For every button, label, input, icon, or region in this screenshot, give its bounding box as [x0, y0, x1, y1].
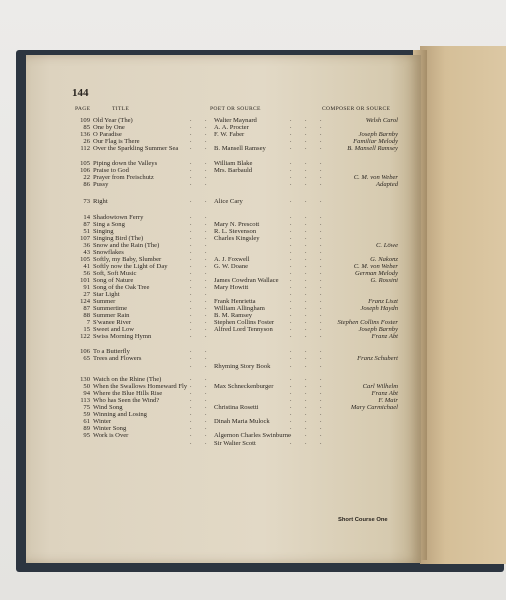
- row-poet: B. M. Ramsey: [214, 312, 253, 319]
- row-title: Work is Over: [93, 432, 129, 439]
- leader-dots: . . .: [290, 376, 328, 382]
- leader-dots: . .: [190, 270, 213, 276]
- footer-label: Short Course One: [338, 517, 388, 523]
- row-page: 51: [83, 228, 90, 235]
- row-poet: William Allingham: [214, 305, 265, 312]
- row-composer: Joseph Barnby: [358, 326, 398, 333]
- leader-dots: . . .: [290, 326, 328, 332]
- row-poet: Mary N. Prescott: [214, 221, 260, 228]
- row-title: Summer: [93, 298, 116, 305]
- leader-dots: . .: [190, 174, 213, 180]
- leader-dots: . . .: [290, 355, 328, 361]
- leader-dots: . . .: [290, 124, 328, 130]
- leader-dots: . . .: [290, 432, 328, 438]
- row-page: 106: [80, 167, 90, 174]
- row-title: Softly now the Light of Day: [93, 263, 168, 270]
- row-title: Soft, Soft Music: [93, 270, 137, 277]
- table-row: [0, 181, 398, 189]
- row-title: Watch on the Rhine (The): [93, 376, 162, 383]
- row-page: 91: [83, 284, 90, 291]
- row-poet: R. L. Stevenson: [214, 228, 257, 235]
- row-page: 61: [83, 418, 90, 425]
- row-poet: William Blake: [214, 160, 253, 167]
- leader-dots: . .: [190, 256, 213, 262]
- leader-dots: . . .: [290, 363, 328, 369]
- row-title: Prayer from Freischutz: [93, 174, 154, 181]
- leader-dots: . . .: [290, 397, 328, 403]
- row-composer: Welsh Carol: [365, 117, 398, 124]
- leader-dots: . .: [190, 418, 213, 424]
- row-title: Right: [93, 198, 108, 205]
- row-page: 112: [80, 145, 90, 152]
- row-composer: B. Mansell Ramsey: [347, 145, 398, 152]
- row-poet: Stephen Collins Foster: [214, 319, 275, 326]
- leader-dots: . . .: [290, 333, 328, 339]
- header-composer: COMPOSER OR SOURCE: [322, 106, 391, 112]
- leader-dots: . .: [190, 214, 213, 220]
- table-row: [0, 198, 398, 206]
- row-page: 124: [80, 298, 90, 305]
- row-composer: Franz Abt: [371, 333, 398, 340]
- row-page: 7: [86, 319, 90, 326]
- leader-dots: . .: [190, 319, 213, 325]
- leader-dots: . . .: [290, 277, 328, 283]
- leader-dots: . .: [190, 117, 213, 123]
- leader-dots: . .: [190, 249, 213, 255]
- row-poet: Mrs. Barbauld: [214, 167, 253, 174]
- leader-dots: . . .: [290, 181, 328, 187]
- leader-dots: . .: [190, 263, 213, 269]
- leader-dots: . .: [190, 181, 213, 187]
- leader-dots: . .: [190, 298, 213, 304]
- leader-dots: . . .: [290, 418, 328, 424]
- row-title: Who has Seen the Wind?: [93, 397, 160, 404]
- row-page: 59: [83, 411, 90, 418]
- table-row: [0, 432, 398, 440]
- row-poet: Charles Kingsley: [214, 235, 260, 242]
- row-poet: A. A. Procter: [214, 124, 249, 131]
- leader-dots: . .: [190, 305, 213, 311]
- row-composer: C. Löwe: [376, 242, 398, 249]
- right-page: [420, 46, 506, 564]
- row-title: Sing a Song: [93, 221, 125, 228]
- leader-dots: . . .: [290, 228, 328, 234]
- leader-dots: . . .: [290, 167, 328, 173]
- leader-dots: . .: [190, 160, 213, 166]
- leader-dots: . .: [190, 235, 213, 241]
- leader-dots: . . .: [290, 319, 328, 325]
- row-page: 75: [83, 404, 90, 411]
- row-composer: Joseph Barnby: [358, 131, 398, 138]
- row-poet: Mary Howitt: [214, 284, 249, 291]
- leader-dots: . . .: [290, 160, 328, 166]
- row-poet: Sir Walter Scott: [214, 440, 256, 447]
- row-title: Trees and Flowers: [93, 355, 142, 362]
- leader-dots: . .: [190, 363, 213, 369]
- row-title: Snow and the Rain (The): [93, 242, 160, 249]
- row-page: 136: [80, 131, 90, 138]
- leader-dots: . .: [190, 277, 213, 283]
- row-page: 94: [83, 390, 90, 397]
- row-title: Praise to God: [93, 167, 129, 174]
- row-title: Summer Rain: [93, 312, 130, 319]
- leader-dots: . . .: [290, 235, 328, 241]
- row-composer: G. Nakonz: [370, 256, 398, 263]
- row-page: 109: [80, 117, 90, 124]
- row-page: 85: [83, 124, 90, 131]
- leader-dots: . .: [190, 145, 213, 151]
- row-title: Singing Bird (The): [93, 235, 144, 242]
- row-poet: James Cowdran Wallace: [214, 277, 279, 284]
- leader-dots: . .: [190, 432, 213, 438]
- row-composer: G. Rossini: [370, 277, 398, 284]
- leader-dots: . . .: [290, 425, 328, 431]
- row-page: 56: [83, 270, 90, 277]
- table-row: [0, 355, 398, 363]
- leader-dots: . . .: [290, 256, 328, 262]
- leader-dots: . .: [190, 284, 213, 290]
- row-composer: Joseph Haydn: [360, 305, 398, 312]
- table-row: [0, 363, 398, 371]
- row-composer: Stephen Collins Foster: [337, 319, 398, 326]
- row-page: 130: [80, 376, 90, 383]
- row-page: 73: [83, 198, 90, 205]
- leader-dots: . . .: [290, 270, 328, 276]
- leader-dots: . .: [190, 228, 213, 234]
- row-page: 27: [83, 291, 90, 298]
- leader-dots: . . .: [290, 131, 328, 137]
- row-page: 122: [80, 333, 90, 340]
- row-poet: Alice Cary: [214, 198, 243, 205]
- row-page: 65: [83, 355, 90, 362]
- row-page: 113: [80, 397, 90, 404]
- leader-dots: . .: [190, 333, 213, 339]
- row-page: 43: [83, 249, 90, 256]
- table-row: [0, 145, 398, 153]
- row-poet: Walter Maynard: [214, 117, 257, 124]
- row-title: Song of Nature: [93, 277, 134, 284]
- leader-dots: . .: [190, 355, 213, 361]
- leader-dots: . .: [190, 167, 213, 173]
- row-title: To a Butterfly: [93, 348, 130, 355]
- row-poet: Rhyming Story Book: [214, 363, 271, 370]
- row-composer: Carl Wilhelm: [362, 383, 398, 390]
- row-poet: Alfred Lord Tennyson: [214, 326, 273, 333]
- row-composer: German Melody: [354, 270, 398, 277]
- row-title: Winter: [93, 418, 112, 425]
- leader-dots: . .: [190, 124, 213, 130]
- leader-dots: . . .: [290, 145, 328, 151]
- row-page: 36: [83, 242, 90, 249]
- leader-dots: . . .: [290, 284, 328, 290]
- row-title: Star Light: [93, 291, 120, 298]
- leader-dots: . .: [190, 404, 213, 410]
- leader-dots: . . .: [290, 214, 328, 220]
- leader-dots: . .: [190, 242, 213, 248]
- row-page: 105: [80, 160, 90, 167]
- row-page: 15: [83, 326, 90, 333]
- leader-dots: . .: [190, 198, 213, 204]
- row-poet: A. J. Foxwell: [214, 256, 250, 263]
- leader-dots: . . .: [290, 411, 328, 417]
- row-composer: F. Mair: [378, 397, 398, 404]
- leader-dots: . .: [190, 376, 213, 382]
- row-title: Pussy: [93, 181, 109, 188]
- row-title: Piping down the Valleys: [93, 160, 158, 167]
- row-page: 86: [83, 181, 90, 188]
- row-composer: Mary Carmichael: [350, 404, 398, 411]
- header-page: PAGE: [75, 106, 91, 112]
- leader-dots: . .: [190, 221, 213, 227]
- row-composer: Franz Abt: [371, 390, 398, 397]
- leader-dots: . . .: [290, 312, 328, 318]
- table-row: [0, 333, 398, 341]
- leader-dots: . . .: [290, 383, 328, 389]
- leader-dots: . . .: [290, 249, 328, 255]
- row-title: Shadowtown Ferry: [93, 214, 144, 221]
- header-poet: POET OR SOURCE: [210, 106, 261, 112]
- row-poet: Christina Rosetti: [214, 404, 259, 411]
- row-poet: Frank Henrietta: [214, 298, 256, 305]
- leader-dots: . . .: [290, 263, 328, 269]
- table-row: [0, 440, 398, 448]
- row-page: 106: [80, 348, 90, 355]
- row-page: 87: [83, 221, 90, 228]
- leader-dots: . . .: [290, 404, 328, 410]
- leader-dots: . .: [190, 348, 213, 354]
- leader-dots: . . .: [290, 117, 328, 123]
- row-title: Singing: [93, 228, 114, 235]
- row-title: Swiss Morning Hymn: [93, 333, 152, 340]
- row-page: 41: [83, 263, 90, 270]
- row-page: 22: [83, 174, 90, 181]
- leader-dots: . . .: [290, 440, 328, 446]
- row-poet: F. W. Faber: [214, 131, 245, 138]
- leader-dots: . . .: [290, 305, 328, 311]
- leader-dots: . . .: [290, 390, 328, 396]
- row-poet: Dinah Maria Mulock: [214, 418, 270, 425]
- leader-dots: . . .: [290, 348, 328, 354]
- leader-dots: . .: [190, 312, 213, 318]
- leader-dots: . . .: [290, 138, 328, 144]
- leader-dots: . .: [190, 390, 213, 396]
- row-composer: C. M. von Weber: [353, 263, 398, 270]
- row-title: Where the Blue Hills Rise: [93, 390, 163, 397]
- row-composer: Franz Schubert: [357, 355, 398, 362]
- row-title: Over the Sparkling Summer Sea: [93, 145, 179, 152]
- row-page: 87: [83, 305, 90, 312]
- row-page: 88: [83, 312, 90, 319]
- leader-dots: . .: [190, 383, 213, 389]
- row-title: Our Flag is There: [93, 138, 140, 145]
- row-page: 105: [80, 256, 90, 263]
- leader-dots: . .: [190, 138, 213, 144]
- leader-dots: . .: [190, 397, 213, 403]
- row-composer: Adapted: [376, 181, 398, 188]
- leader-dots: . .: [190, 411, 213, 417]
- row-composer: Familiar Melody: [353, 138, 398, 145]
- row-page: 14: [83, 214, 90, 221]
- leader-dots: . . .: [290, 221, 328, 227]
- row-title: Snowflakes: [93, 249, 124, 256]
- row-composer: C. M. von Weber: [353, 174, 398, 181]
- row-poet: G. W. Doane: [214, 263, 249, 270]
- row-title: Winning and Losing: [93, 411, 147, 418]
- leader-dots: . . .: [290, 298, 328, 304]
- row-title: Sweet and Low: [93, 326, 135, 333]
- row-title: When the Swallows Homeward Fly: [93, 383, 188, 390]
- row-title: Old Year (The): [93, 117, 133, 124]
- row-page: 107: [80, 235, 90, 242]
- row-poet: Max Schneckenburger: [214, 383, 274, 390]
- row-poet: Algernon Charles Swinburne: [214, 432, 291, 439]
- header-title: TITLE: [112, 106, 130, 112]
- leader-dots: . .: [190, 326, 213, 332]
- row-title: Wind Song: [93, 404, 123, 411]
- row-composer: Franz Liszt: [368, 298, 398, 305]
- row-page: 50: [83, 383, 90, 390]
- row-page: 26: [83, 138, 90, 145]
- row-page: 101: [80, 277, 90, 284]
- leader-dots: . .: [190, 291, 213, 297]
- row-title: One by One: [93, 124, 125, 131]
- row-title: S'wanee River: [93, 319, 131, 326]
- leader-dots: . . .: [290, 242, 328, 248]
- leader-dots: . . .: [290, 291, 328, 297]
- row-title: Summertime: [93, 305, 128, 312]
- leader-dots: . .: [190, 425, 213, 431]
- row-page: 95: [83, 432, 90, 439]
- row-title: O Paradise: [93, 131, 122, 138]
- row-title: Softly, my Baby, Slumber: [93, 256, 162, 263]
- row-poet: B. Mansell Ramsey: [214, 145, 266, 152]
- leader-dots: . . .: [290, 174, 328, 180]
- row-page: 89: [83, 425, 90, 432]
- page-number: 144: [72, 87, 89, 99]
- leader-dots: . .: [190, 440, 213, 446]
- row-title: Winter Song: [93, 425, 127, 432]
- leader-dots: . . .: [290, 198, 328, 204]
- leader-dots: . .: [190, 131, 213, 137]
- row-title: Song of the Oak Tree: [93, 284, 150, 291]
